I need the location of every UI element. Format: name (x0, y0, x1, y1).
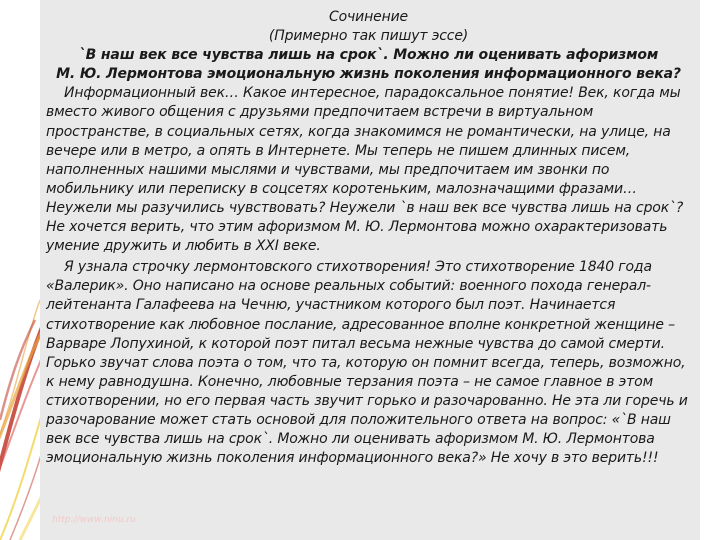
essay-title-line2: М. Ю. Лермонтова эмоциональную жизнь поколения информационного века? (56, 66, 681, 83)
heading-essay: Сочинение (329, 9, 408, 25)
essay-paragraph-2: Я узнала строчку лермонтовского стихотворения! Это стихотворение 1840 года «Валерик». Оно написано на основе реальных событий: военного похода генерал-лейтенанта Галафеева на Чечню, участником которого был поэт. Начинается стихотворение как любовное послание, адресованное вполне конкретной женщине – Варваре Лопухиной, к которой поэт питал весьма нежные чувства до самой смерти. Горько звучат слова поэта о том, что та, которую он помнит всегда, теперь, возможно, к нему равнодушна. Конечно, любовные терзания поэта – не самое главное в этом стихотворении, но его первая часть звучит горько и разочарованно. Не эта ли горечь и разочарование может стать основой для положительного ответа на вопрос: «`В наш век все чувства лишь на срок`. Можно ли оценивать афоризмом М. Ю. Лермонтова эмоциональную жизнь поколения информационного века?» Не хочу в это верить!!! (46, 259, 688, 467)
essay-paragraph-1: Информационный век… Какое интересное, парадоксальное понятие! Век, когда мы вместо живого общения с друзьями предпочитаем встречи в виртуальном пространстве, в социальных сетях, когда знакомимся не романтически, на улице, на вечере или в метро, а опять в Интернете. Мы теперь не пишем длинных писем, наполненных нашими мыслями и чувствами, мы предпочитаем им звонки по мобильнику или переписку в соцсетях коротеньким, малозначащими фразами… Неужели мы разучились чувствовать? Неужели `в наш век все чувства лишь на срок`? Не хочется верить, что этим афоризмом М. Ю. Лермонтова можно охарактеризовать умение дружить и любить в XXI веке. (46, 85, 684, 255)
essay-title-line1: `В наш век все чувства лишь на срок`. Можно ли оценивать афоризмом (78, 47, 659, 64)
essay-content (46, 8, 691, 468)
source-watermark: http://www.ninu.ru (52, 515, 136, 525)
heading-subtitle: (Примерно так пишут эссе) (268, 28, 469, 45)
